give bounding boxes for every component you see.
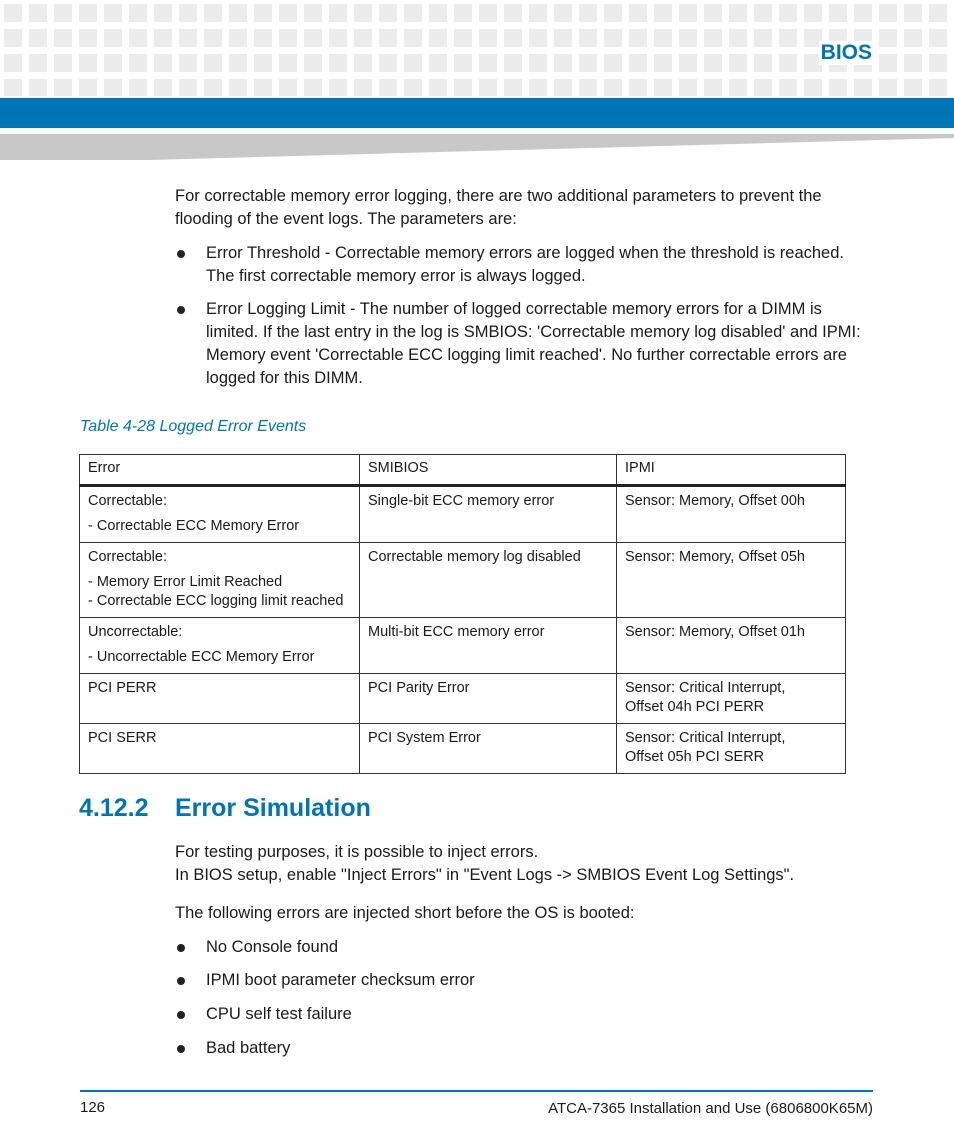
table-row — [80, 486, 846, 543]
table-cell: Sensor: Memory, Offset 05h — [617, 543, 846, 618]
section-paragraph: For testing purposes, it is possible to inject errors. In BIOS setup, enable "Inject Errors" in "Event Logs -> SMBIOS Event Log Settings". — [175, 843, 795, 884]
page-number: 126 — [80, 1099, 106, 1116]
intro-bullet: Error Threshold - Correctable memory errors are logged when the threshold is reached. The first correctable memory error is always logged. — [206, 242, 876, 288]
table-cell: PCI SERR — [80, 724, 360, 774]
table-cell: PCI Parity Error — [360, 674, 617, 724]
header-blue-bar — [0, 98, 954, 128]
table-row — [80, 724, 846, 774]
document-title: ATCA-7365 Installation and Use (6806800K65M) — [548, 1100, 873, 1117]
section-number: 4.12.2 — [79, 794, 149, 822]
intro-bullet: Error Logging Limit - The number of logged correctable memory errors for a DIMM is limited. If the last entry in the log is SMBIOS: 'Correctable memory log disabled' and IPMI: Memory event 'Correctable ECC logging limit reached'. No further correctable errors are logged for this DIMM. — [206, 298, 876, 390]
bullet-icon — [177, 1045, 185, 1053]
table-header-cell: SMIBIOS — [360, 455, 617, 486]
intro-paragraph: For correctable memory error logging, there are two additional parameters to prevent the flooding of the event logs. The parameters are: — [175, 187, 822, 228]
error-bullet: IPMI boot parameter checksum error — [206, 969, 876, 992]
table-row — [80, 674, 846, 724]
table-header-row — [80, 455, 846, 486]
table-cell: Correctable: - Memory Error Limit Reached - Correctable ECC logging limit reached — [80, 543, 360, 618]
error-bullet: CPU self test failure — [206, 1003, 876, 1026]
table-header-cell: Error — [80, 455, 360, 486]
table-cell: Sensor: Critical Interrupt, Offset 04h PCI PERR — [617, 674, 846, 724]
error-bullet: Bad battery — [206, 1037, 876, 1060]
table-row — [80, 543, 846, 618]
table-cell: PCI PERR — [80, 674, 360, 724]
table-cell: Correctable: - Correctable ECC Memory Error — [80, 486, 360, 543]
bullet-icon — [177, 306, 185, 314]
bullet-icon — [177, 1011, 185, 1019]
logged-error-events-table — [79, 454, 846, 774]
table-cell: Sensor: Critical Interrupt, Offset 05h PCI SERR — [617, 724, 846, 774]
bullet-icon — [177, 944, 185, 952]
bullet-icon — [177, 977, 185, 985]
table-cell: Sensor: Memory, Offset 01h — [617, 618, 846, 674]
table-cell: PCI System Error — [360, 724, 617, 774]
section-paragraph: The following errors are injected short before the OS is booted: — [175, 904, 635, 922]
table-cell: Correctable memory log disabled — [360, 543, 617, 618]
section-heading — [79, 794, 371, 823]
section-title: Error Simulation — [175, 794, 371, 822]
footer-divider — [80, 1090, 873, 1092]
table-header-cell: IPMI — [617, 455, 846, 486]
table-cell: Single-bit ECC memory error — [360, 486, 617, 543]
table-caption: Table 4-28 Logged Error Events — [80, 418, 307, 435]
section-header-title: BIOS — [820, 41, 872, 64]
table-cell: Multi-bit ECC memory error — [360, 618, 617, 674]
header-gray-wedge — [0, 130, 954, 164]
table-cell: Sensor: Memory, Offset 00h — [617, 486, 846, 543]
header-pattern — [0, 0, 954, 96]
error-bullet: No Console found — [206, 936, 876, 959]
table-row — [80, 618, 846, 674]
bullet-icon — [177, 250, 185, 258]
table-cell: Uncorrectable: - Uncorrectable ECC Memory Error — [80, 618, 360, 674]
